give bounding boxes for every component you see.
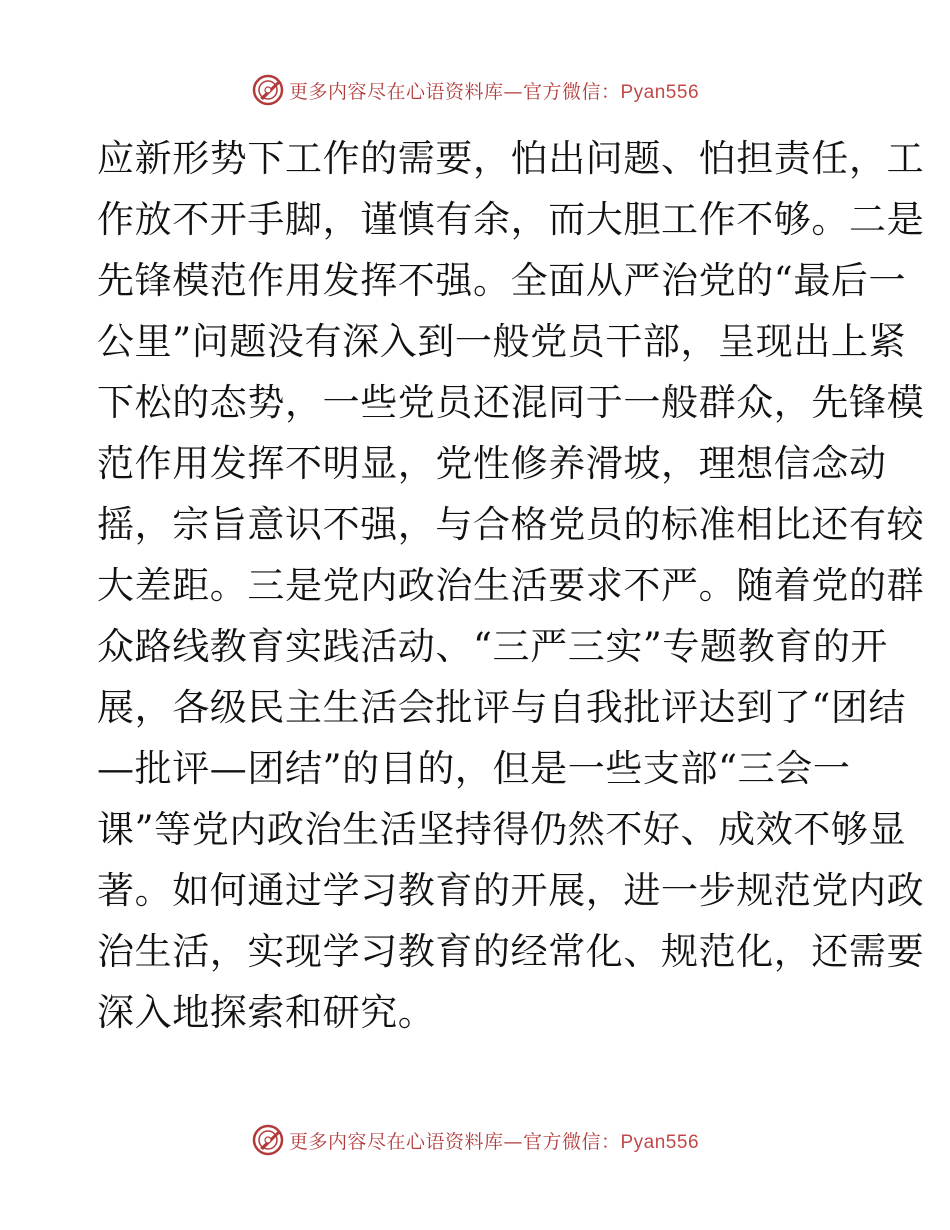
body-line: 作放不开手脚，谨慎有余，而大胆工作不够。二是 <box>97 198 925 241</box>
logo-icon <box>251 1123 285 1157</box>
body-line: 大差距。三是党内政治生活要求不严。随着党的群 <box>97 564 925 607</box>
body-line: 众路线教育实践活动、“三严三实”专题教育的开 <box>97 625 889 668</box>
logo-icon <box>251 73 285 107</box>
footer-wechat-id: Pyan556 <box>620 1131 700 1153</box>
body-line: 范作用发挥不明显，党性修养滑坡，理想信念动 <box>97 442 887 485</box>
header-banner-text: 更多内容尽在心语资料库—官方微信：Pyan556 <box>288 80 700 103</box>
footer-banner <box>0 1120 950 1160</box>
body-line: —批评—团结”的目的，但是一些支部“三会一 <box>97 747 851 790</box>
body-line: 深入地探索和研究。 <box>97 991 436 1034</box>
body-line: 著。如何通过学习教育的开展，进一步规范党内政 <box>97 869 925 912</box>
body-line: 先锋模范作用发挥不强。全面从严治党的“最后一 <box>97 259 907 302</box>
document-body <box>97 128 925 1043</box>
footer-banner-text: 更多内容尽在心语资料库—官方微信：Pyan556 <box>288 1130 700 1153</box>
header-wechat-id: Pyan556 <box>620 81 700 103</box>
body-line: 应新形势下工作的需要，怕出问题、怕担责任，工 <box>97 137 925 180</box>
header-banner <box>0 70 950 110</box>
body-line: 治生活，实现学习教育的经常化、规范化，还需要 <box>97 930 925 973</box>
body-line: 公里”问题没有深入到一般党员干部，呈现出上紧 <box>97 320 907 363</box>
body-line: 展，各级民主生活会批评与自我批评达到了“团结 <box>97 686 907 729</box>
body-line: 课”等党内政治生活坚持得仍然不好、成效不够显 <box>97 808 907 851</box>
body-line: 摇，宗旨意识不强，与合格党员的标准相比还有较 <box>97 503 925 546</box>
body-line: 下松的态势，一些党员还混同于一般群众，先锋模 <box>97 381 925 424</box>
